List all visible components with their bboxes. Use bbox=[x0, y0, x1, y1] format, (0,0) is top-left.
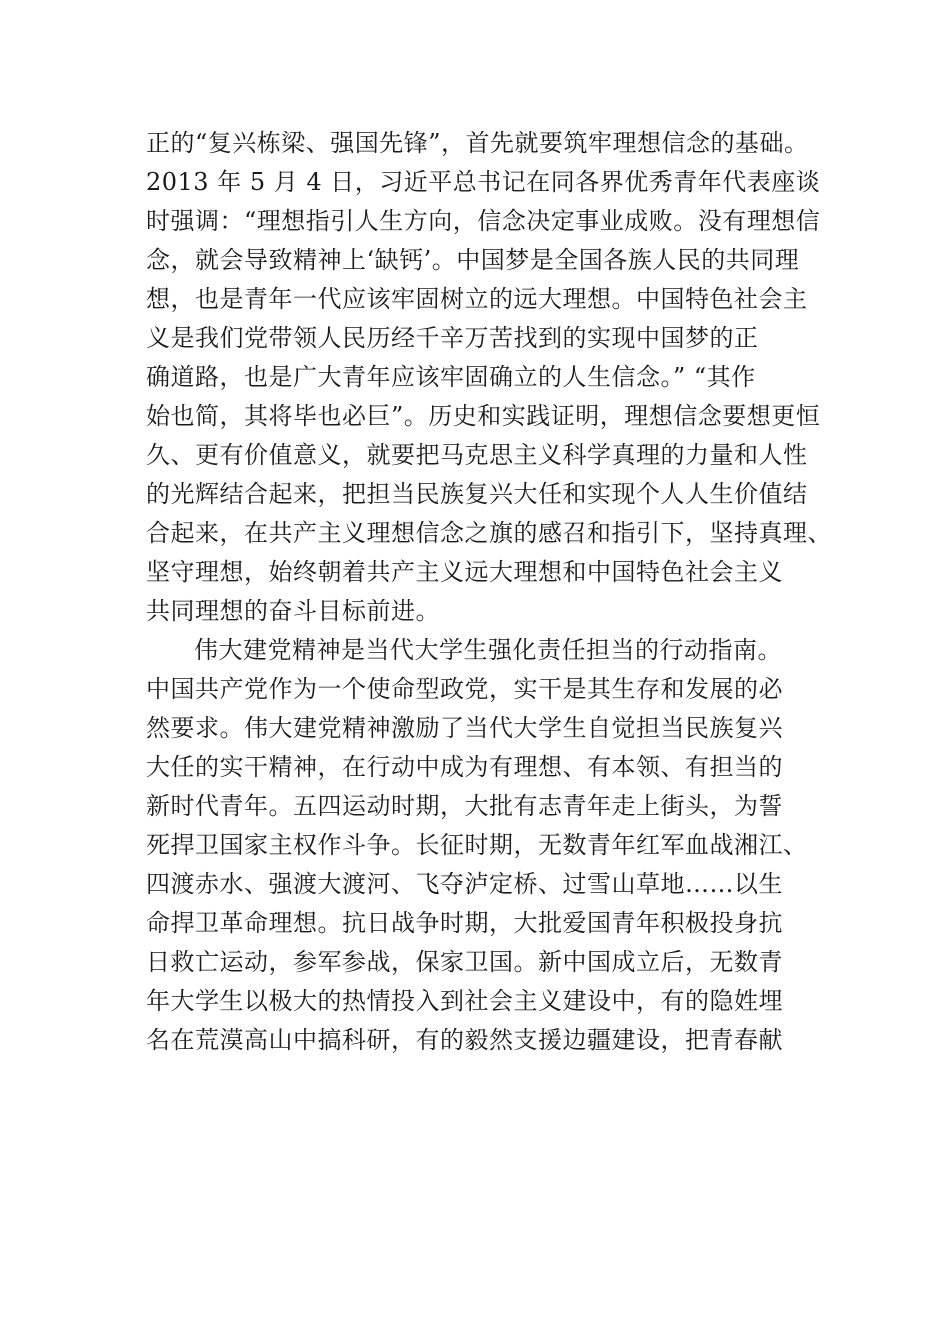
text-line: 的光辉结合起来，把担当民族复兴大任和实现个人人生价值结 bbox=[146, 480, 808, 508]
text-line: 坚守理想，始终朝着共产主义远大理想和中国特色社会主义 bbox=[146, 558, 783, 586]
text-line: 正的“复兴栋梁、强国先锋”，首先就要筑牢理想信念的基础。 bbox=[146, 129, 809, 157]
body-text bbox=[146, 124, 846, 1060]
text-line: 念，就会导致精神上‘缺钙’。中国梦是全国各族人民的共同理 bbox=[146, 246, 800, 274]
text-line: 想，也是青年一代应该牢固树立的远大理想。中国特色社会主 bbox=[146, 285, 808, 313]
text-line: 名在荒漠高山中搞科研，有的毅然支援边疆建设，把青春献 bbox=[146, 1026, 783, 1054]
text-line: 确道路，也是广大青年应该牢固确立的人生信念。” “其作 bbox=[146, 363, 756, 391]
text-line: 始也简，其将毕也必巨”。历史和实践证明，理想信念要想更恒 bbox=[146, 402, 821, 430]
text-line: 大任的实干精神，在行动中成为有理想、有本领、有担当的 bbox=[146, 753, 783, 781]
text-line: 四渡赤水、强渡大渡河、飞夺泸定桥、过雪山草地……以生 bbox=[146, 870, 783, 898]
paragraph-start-line: 伟大建党精神是当代大学生强化责任担当的行动指南。 bbox=[194, 636, 782, 664]
text-line: 然要求。伟大建党精神激励了当代大学生自觉担当民族复兴 bbox=[146, 714, 783, 742]
text-line: 新时代青年。五四运动时期，大批有志青年走上街头，为誓 bbox=[146, 792, 783, 820]
text-line: 时强调：“理想指引人生方向，信念决定事业成败。没有理想信 bbox=[146, 207, 821, 235]
text-line: 日救亡运动，参军参战，保家卫国。新中国成立后，无数青 bbox=[146, 948, 783, 976]
text-line: 共同理想的奋斗目标前进。 bbox=[146, 597, 440, 625]
text-line: 义是我们党带领人民历经千辛万苦找到的实现中国梦的正 bbox=[146, 324, 759, 352]
text-line: 合起来，在共产主义理想信念之旗的感召和指引下，坚持真理、 bbox=[146, 519, 832, 547]
text-line: 死捍卫国家主权作斗争。长征时期，无数青年红军血战湘江、 bbox=[146, 831, 808, 859]
text-line: 中国共产党作为一个使命型政党，实干是其生存和发展的必 bbox=[146, 675, 783, 703]
text-line: 年大学生以极大的热情投入到社会主义建设中，有的隐姓埋 bbox=[146, 987, 783, 1015]
text-line: 命捍卫革命理想。抗日战争时期，大批爱国青年积极投身抗 bbox=[146, 909, 783, 937]
text-line: 久、更有价值意义，就要把马克思主义科学真理的力量和人性 bbox=[146, 441, 808, 469]
text-line: 2013 年 5 月 4 日，习近平总书记在同各界优秀青年代表座谈 bbox=[146, 168, 821, 196]
